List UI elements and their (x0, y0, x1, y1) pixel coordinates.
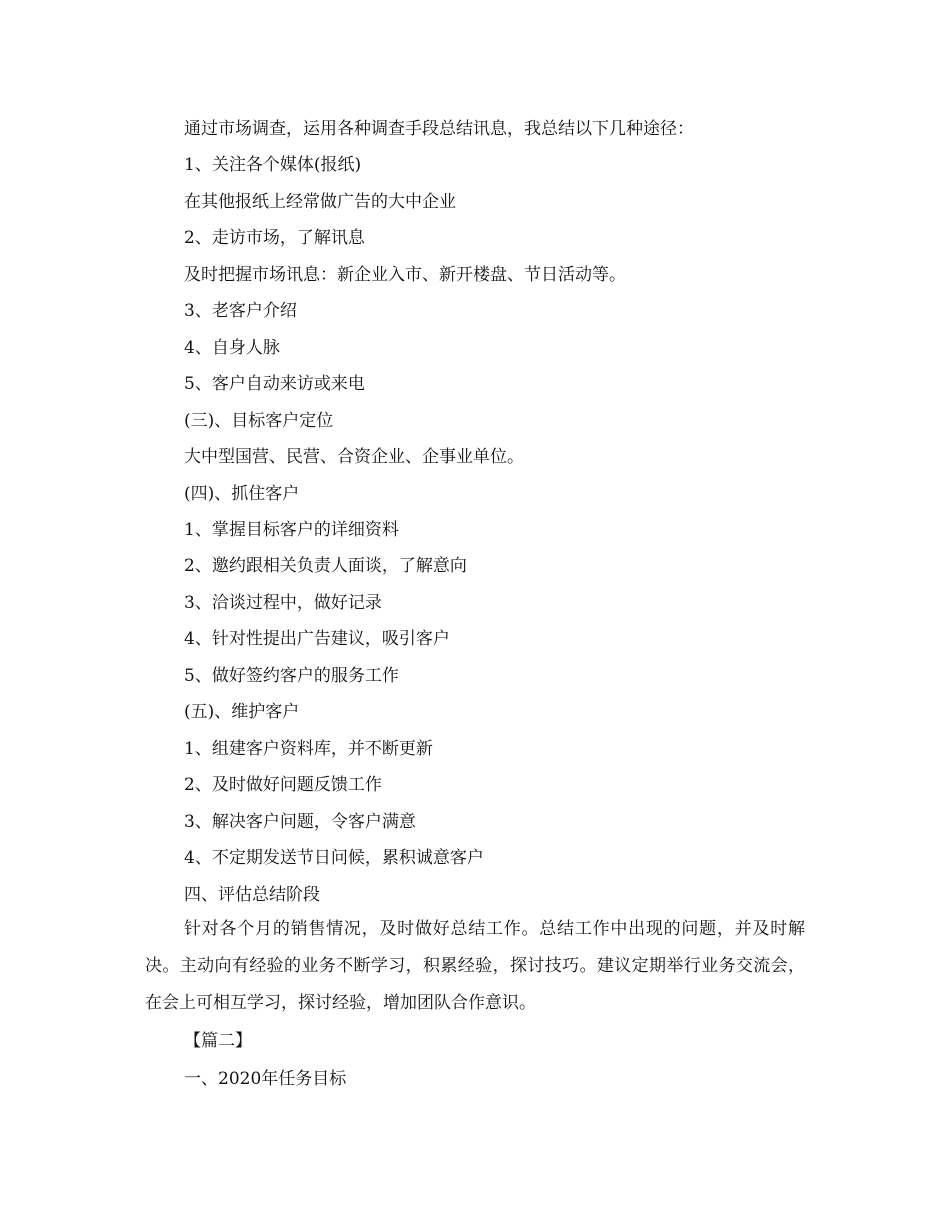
text-line: 及时把握市场讯息：新企业入市、新开楼盘、节日活动等。 (184, 265, 626, 285)
text-line: 大中型国营、民营、合资企业、企事业单位。 (184, 447, 524, 467)
list-item: 3、老客户介绍 (184, 301, 297, 321)
list-item: 5、客户自动来访或来电 (184, 374, 365, 394)
text-line: 在其他报纸上经常做广告的大中企业 (184, 192, 456, 212)
list-item: 2、及时做好问题反馈工作 (184, 775, 382, 795)
subsection-heading: (五)、维护客户 (184, 702, 300, 722)
list-item: 2、邀约跟相关负责人面谈，了解意向 (184, 556, 467, 576)
list-item: 4、自身人脉 (184, 338, 280, 358)
list-item: 3、洽谈过程中，做好记录 (184, 593, 382, 613)
section-marker: 【篇二】 (184, 1031, 252, 1051)
section-heading: 四、评估总结阶段 (184, 885, 320, 905)
subsection-heading: (四)、抓住客户 (184, 484, 300, 504)
list-item: 2、走访市场，了解讯息 (184, 228, 365, 248)
subsection-heading: (三)、目标客户定位 (184, 411, 334, 431)
list-item: 4、不定期发送节日问候，累积诚意客户 (184, 848, 484, 868)
intro-line: 通过市场调查，运用各种调查手段总结讯息，我总结以下几种途径： (184, 119, 694, 139)
section-heading: 一、2020年任务目标 (184, 1069, 347, 1089)
list-item: 4、针对性提出广告建议，吸引客户 (184, 629, 450, 649)
list-item: 3、解决客户问题，令客户满意 (184, 812, 416, 832)
list-item: 1、组建客户资料库，并不断更新 (184, 739, 433, 759)
list-item: 1、掌握目标客户的详细资料 (184, 520, 399, 540)
summary-paragraph: 针对各个月的销售情况，及时做好总结工作。总结工作中出现的问题，并及时解决。主动向有经验的业务不断学习，积累经验，探讨技巧。建议定期举行业务交流会，在会上可相互学习，探讨经验，增加团队合作意识。 (145, 919, 805, 1013)
list-item: 5、做好签约客户的服务工作 (184, 666, 399, 686)
list-item: 1、关注各个媒体(报纸) (184, 155, 362, 175)
